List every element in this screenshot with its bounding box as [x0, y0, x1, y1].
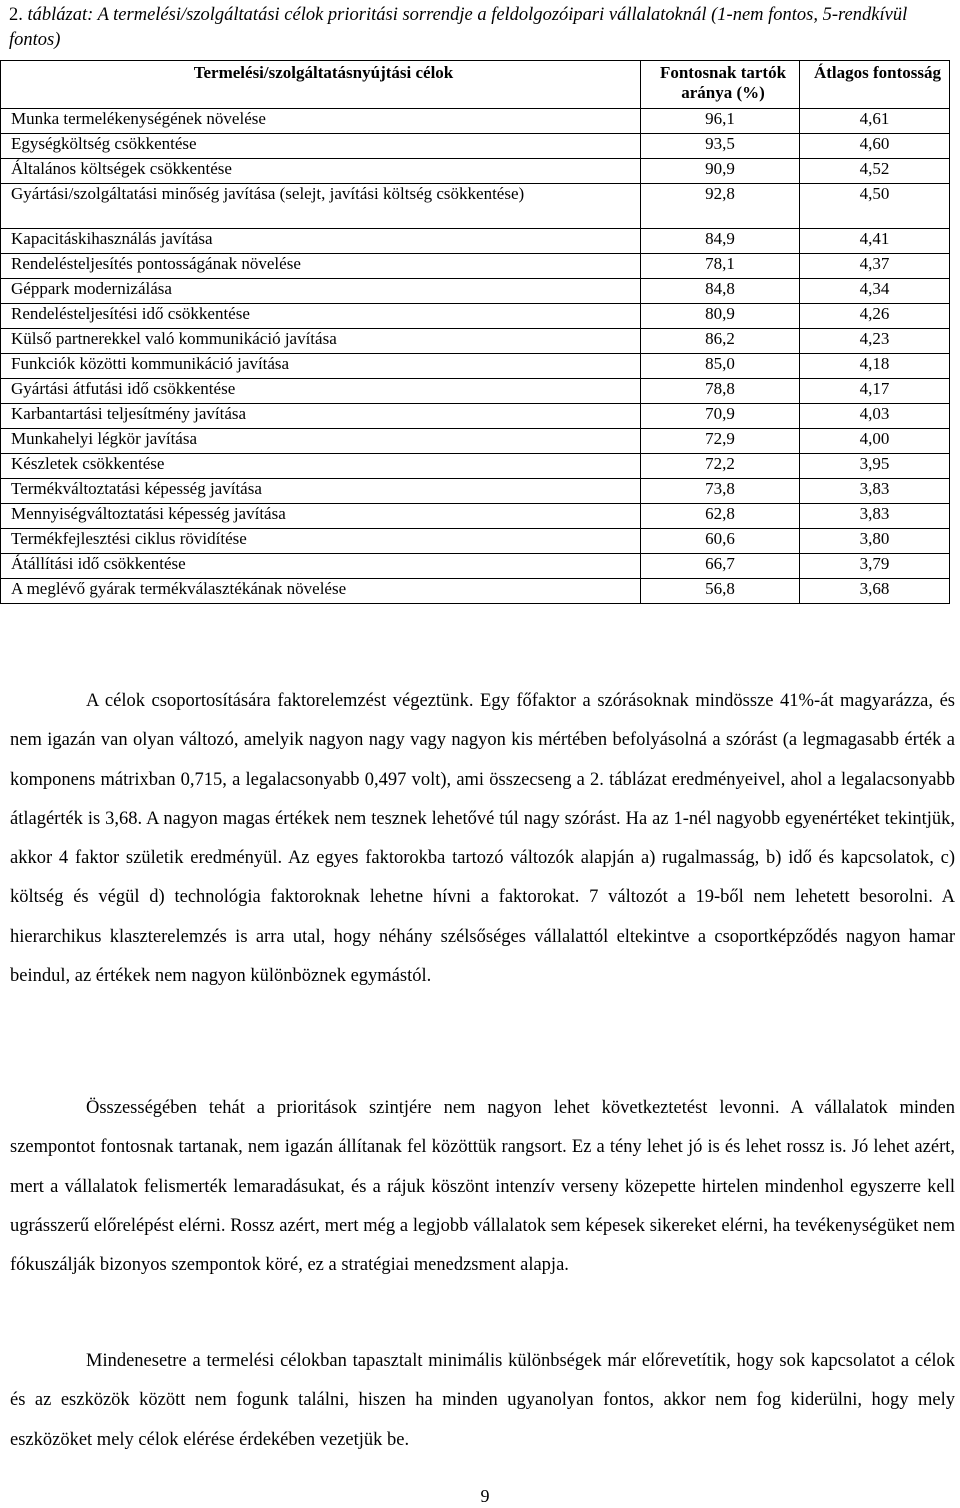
table-row	[1, 254, 950, 279]
avg-cell: 4,61	[800, 109, 950, 134]
goals-table	[0, 60, 950, 604]
goal-cell: Termékfejlesztési ciklus rövidítése	[1, 529, 641, 554]
avg-cell: 4,17	[800, 379, 950, 404]
goal-cell: Egységköltség csökkentése	[1, 134, 641, 159]
goal-cell: Karbantartási teljesítmény javítása	[1, 404, 641, 429]
goal-cell: Kapacitáskihasználás javítása	[1, 229, 641, 254]
avg-cell: 4,52	[800, 159, 950, 184]
share-cell: 90,9	[641, 159, 800, 184]
goal-cell: Készletek csökkentése	[1, 454, 641, 479]
share-cell: 84,9	[641, 229, 800, 254]
table-caption	[9, 3, 939, 53]
page-number: 9	[480, 1486, 490, 1506]
share-cell: 93,5	[641, 134, 800, 159]
avg-cell: 4,50	[800, 184, 950, 229]
table-row	[1, 134, 950, 159]
table-row	[1, 554, 950, 579]
table-row	[1, 159, 950, 184]
header-share: Fontosnak tartók aránya (%)	[641, 61, 800, 109]
share-cell: 60,6	[641, 529, 800, 554]
goal-cell: Mennyiségváltoztatási képesség javítása	[1, 504, 641, 529]
avg-cell: 3,83	[800, 479, 950, 504]
share-cell: 80,9	[641, 304, 800, 329]
avg-cell: 4,03	[800, 404, 950, 429]
share-cell: 66,7	[641, 554, 800, 579]
table-row	[1, 329, 950, 354]
avg-cell: 4,00	[800, 429, 950, 454]
share-cell: 96,1	[641, 109, 800, 134]
share-cell: 84,8	[641, 279, 800, 304]
avg-cell: 4,37	[800, 254, 950, 279]
table-row	[1, 429, 950, 454]
table-row	[1, 109, 950, 134]
table-header-row	[1, 61, 950, 109]
table-body	[1, 109, 950, 604]
table-row	[1, 229, 950, 254]
table-row	[1, 379, 950, 404]
header-goal: Termelési/szolgáltatásnyújtási célok	[1, 61, 641, 109]
goal-cell: Külső partnerekkel való kommunikáció javítása	[1, 329, 641, 354]
share-cell: 92,8	[641, 184, 800, 229]
avg-cell: 4,41	[800, 229, 950, 254]
share-cell: 78,8	[641, 379, 800, 404]
avg-cell: 4,34	[800, 279, 950, 304]
table-row	[1, 504, 950, 529]
goal-cell: A meglévő gyárak termékválasztékának növelése	[1, 579, 641, 604]
avg-cell: 4,23	[800, 329, 950, 354]
caption-text: táblázat: A termelési/szolgáltatási célok prioritási sorrendje a feldolgozóipari vállalatoknál (1-nem fontos, 5-rendkívül fontos)	[9, 5, 908, 50]
share-cell: 78,1	[641, 254, 800, 279]
paragraph-2: Összességében tehát a prioritások szintjére nem nagyon lehet következtetést levonni. A vállalatok minden szempontot fontosnak tartanak, nem igazán állítanak fel közöttük rangsort. Ez a tény lehet jó is és lehet rossz is. Jó lehet azért, mert a vállalatok felismerték lemaradásukat, és a rájuk köszönt intenzív verseny közepette hirtelen mindenhol egyszerre kell ugrásszerű előrelépést elérni. Rossz azért, mert még a legjobb vállalatok sem képesek sikereket elérni, ha tevékenységüket nem fókuszálják bizonyos szempontok köré, ez a stratégiai menedzsment alapja.	[10, 1098, 955, 1276]
goal-cell: Gyártási átfutási idő csökkentése	[1, 379, 641, 404]
share-cell: 86,2	[641, 329, 800, 354]
table-row	[1, 404, 950, 429]
caption-number: 2.	[9, 5, 23, 25]
avg-cell: 4,60	[800, 134, 950, 159]
paragraph-1: A célok csoportosítására faktorelemzést végeztünk. Egy főfaktor a szórásoknak mindössze 41%-át magyarázza, és nem igazán van olyan változó, amelyik nagyon nagy vagy nagyon kis mértében befolyásolná a szórást (a legmagasabb érték a komponens mátrixban 0,715, a legalacsonyabb 0,497 volt), ami összecseng a 2. táblázat eredményeivel, ahol a legalacsonyabb átlagérték is 3,68. A nagyon magas értékek nem tesznek lehetővé túl nagy szórást. Ha az 1-nél nagyobb egyenértéket tekintjük, akkor 4 faktor születik eredményül. Az egyes faktorokba tartozó változók alapján a) rugalmasság, b) idő és kapcsolatok, c) költség és végül d) technológia faktoroknak lehetne hívni a faktorokat. 7 változót a 19-ből nem lehetett besorolni. A hierarchikus klaszterelemzés is arra utal, hogy néhány szélsőséges vállalattól eltekintve a csoportképződés nagyon hamar beindul, az értékek nem nagyon különböznek egymástól.	[10, 691, 955, 987]
table-row	[1, 184, 950, 229]
avg-cell: 3,68	[800, 579, 950, 604]
share-cell: 73,8	[641, 479, 800, 504]
paragraph-3: Mindenesetre a termelési célokban tapasztalt minimális különbségek már előrevetítik, hogy sok kapcsolatot a célok és az eszközök között nem fogunk találni, hiszen ha minden ugyanolyan fontos, akkor nem fog kiderülni, hogy mely eszközöket mely célok elérése érdekében vezetjük be.	[10, 1351, 955, 1450]
goal-cell: Gyártási/szolgáltatási minőség javítása (selejt, javítási költség csökkentése)	[1, 184, 641, 229]
goal-cell: Rendelésteljesítési idő csökkentése	[1, 304, 641, 329]
avg-cell: 3,80	[800, 529, 950, 554]
avg-cell: 3,83	[800, 504, 950, 529]
table-row	[1, 579, 950, 604]
share-cell: 56,8	[641, 579, 800, 604]
share-cell: 62,8	[641, 504, 800, 529]
avg-cell: 3,95	[800, 454, 950, 479]
table-row	[1, 529, 950, 554]
table-row	[1, 479, 950, 504]
goal-cell: Termékváltoztatási képesség javítása	[1, 479, 641, 504]
share-cell: 72,2	[641, 454, 800, 479]
goal-cell: Általános költségek csökkentése	[1, 159, 641, 184]
table-row	[1, 354, 950, 379]
share-cell: 72,9	[641, 429, 800, 454]
goal-cell: Munkahelyi légkör javítása	[1, 429, 641, 454]
share-cell: 85,0	[641, 354, 800, 379]
goal-cell: Rendelésteljesítés pontosságának növelése	[1, 254, 641, 279]
goal-cell: Átállítási idő csökkentése	[1, 554, 641, 579]
share-cell: 70,9	[641, 404, 800, 429]
avg-cell: 3,79	[800, 554, 950, 579]
table-row	[1, 454, 950, 479]
header-avg: Átlagos fontosság	[800, 61, 950, 109]
table-row	[1, 279, 950, 304]
goal-cell: Géppark modernizálása	[1, 279, 641, 304]
goal-cell: Funkciók közötti kommunikáció javítása	[1, 354, 641, 379]
table-row	[1, 304, 950, 329]
avg-cell: 4,26	[800, 304, 950, 329]
avg-cell: 4,18	[800, 354, 950, 379]
goal-cell: Munka termelékenységének növelése	[1, 109, 641, 134]
